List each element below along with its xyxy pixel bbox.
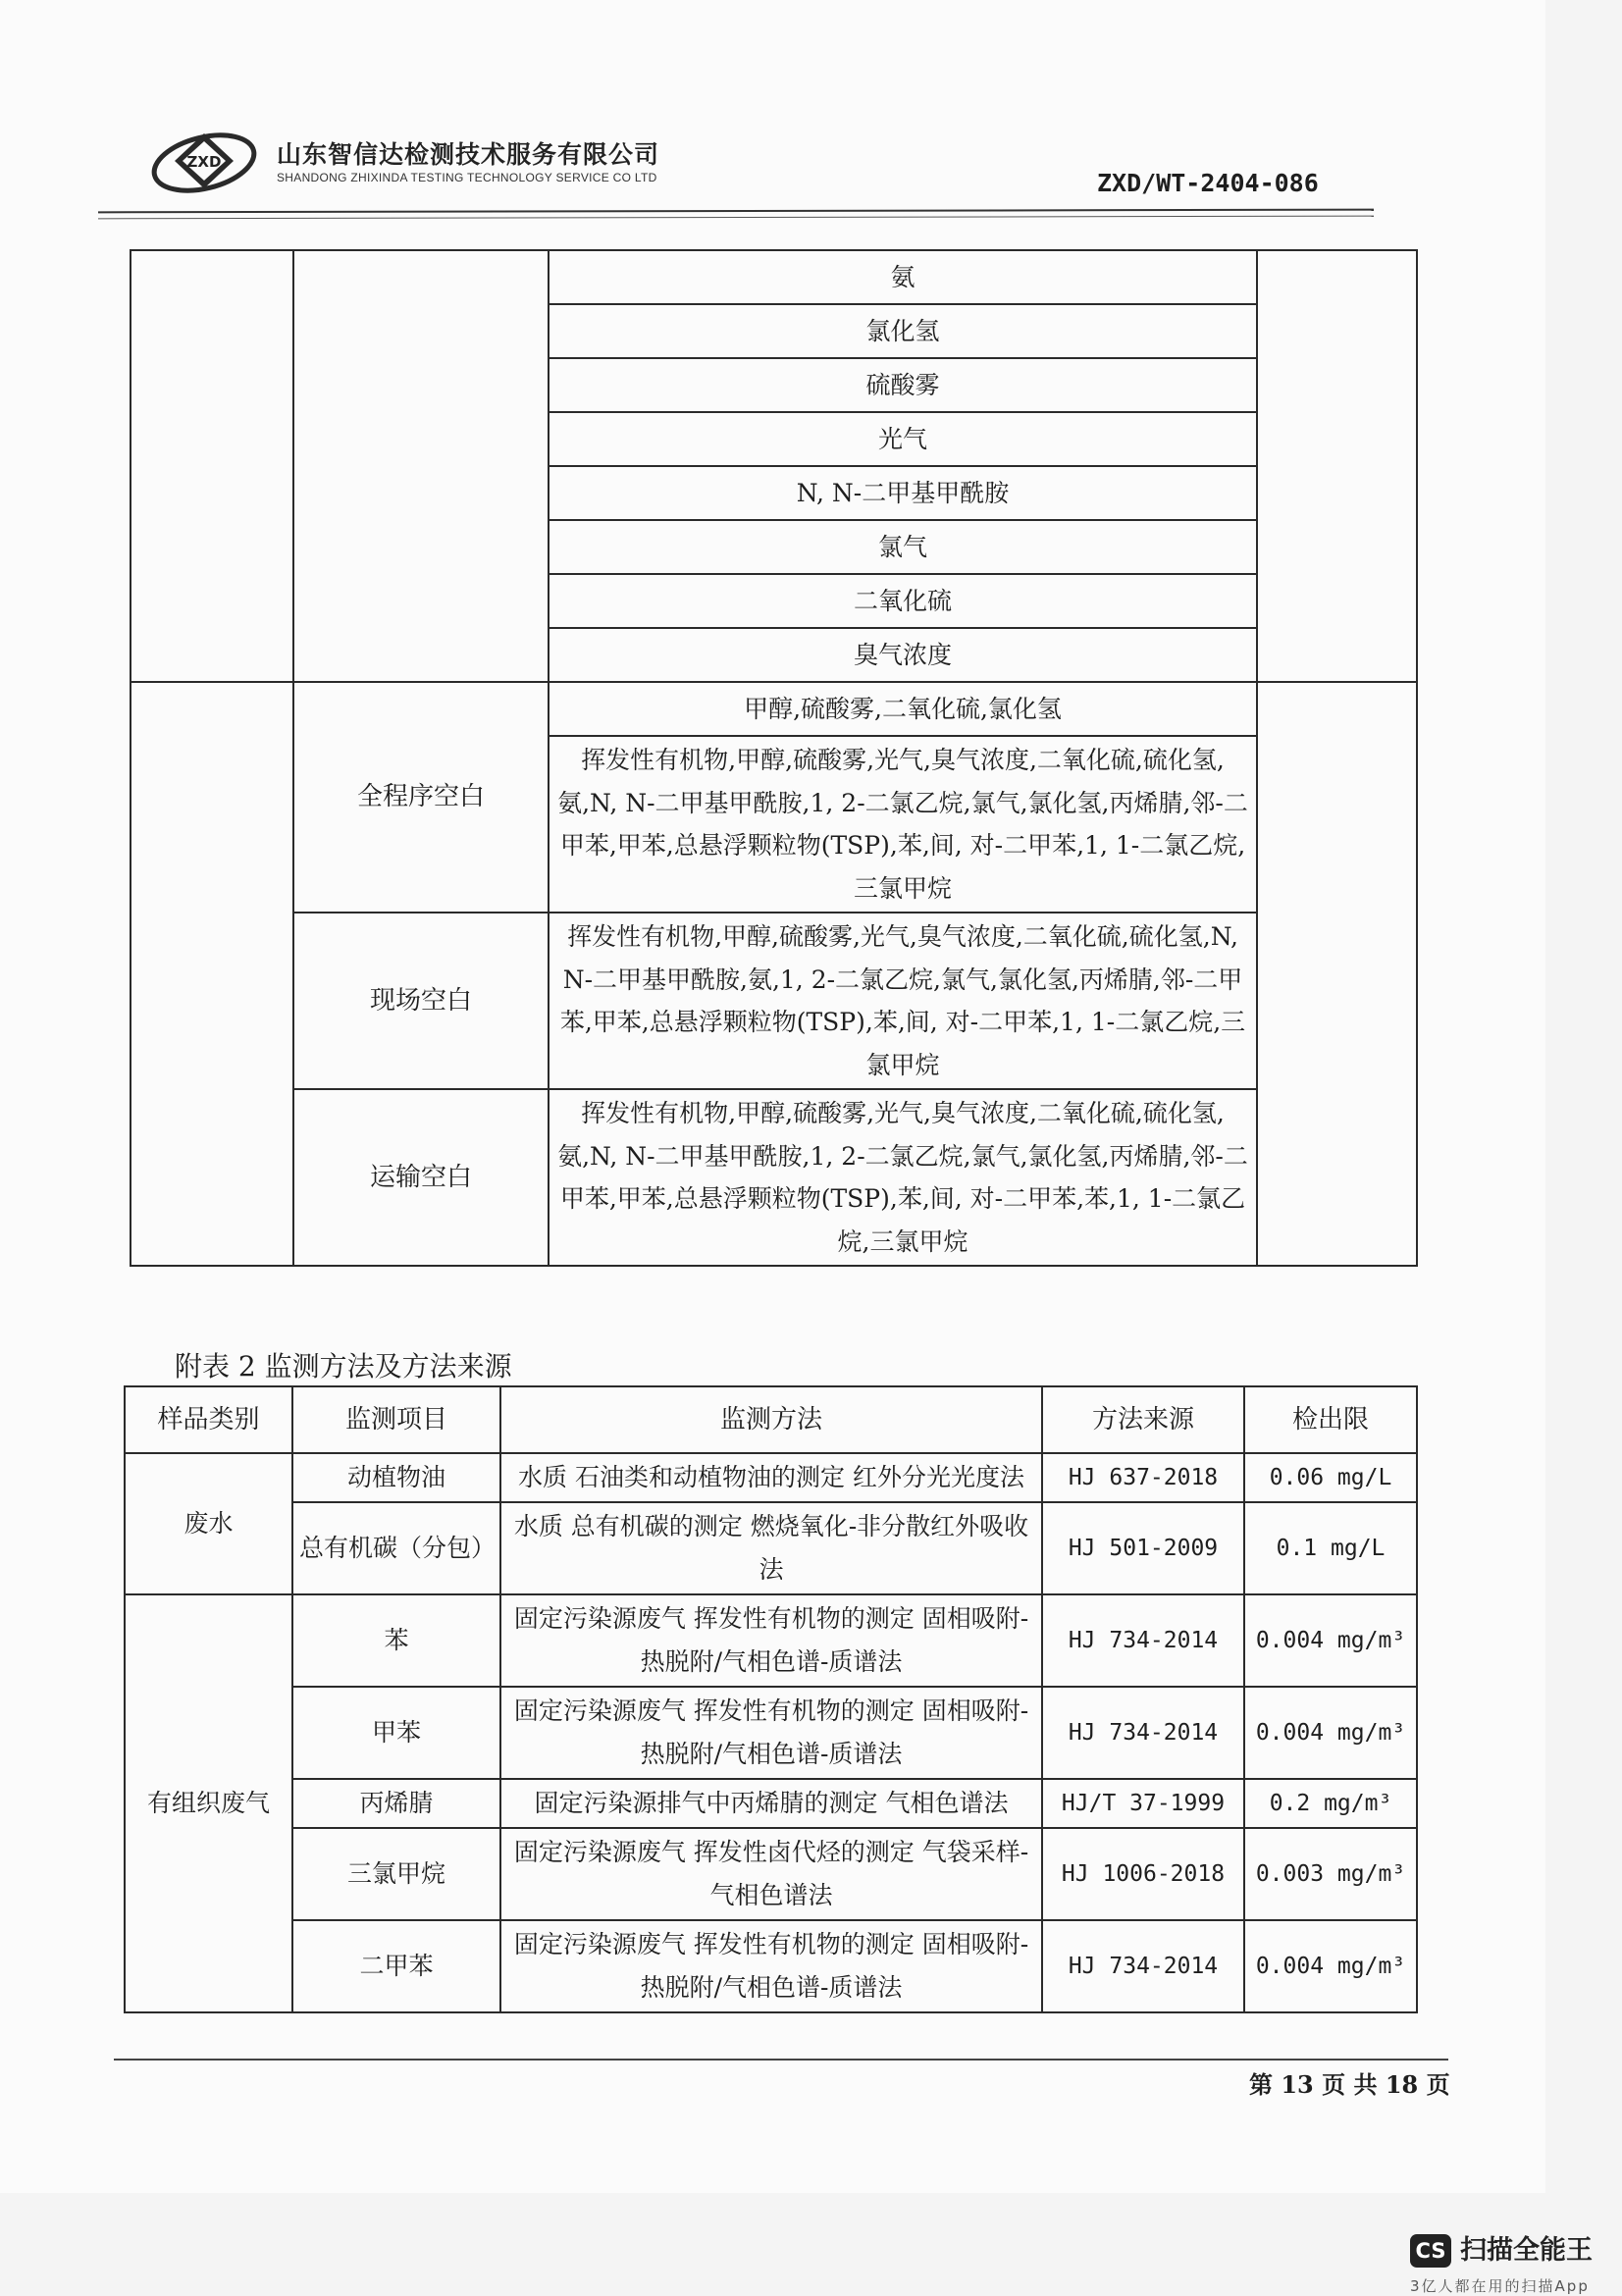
table-header-row — [125, 1386, 1417, 1453]
item-cell: 甲苯 — [292, 1687, 500, 1779]
company-name-cn: 山东智信达检测技术服务有限公司 — [277, 140, 660, 169]
document-code: ZXD/WT-2404-086 — [1097, 169, 1319, 197]
source-cell: HJ 501-2009 — [1042, 1502, 1244, 1594]
blank-sample-table — [130, 249, 1418, 1267]
table-row — [125, 1687, 1417, 1779]
method-cell: 固定污染源废气 挥发性有机物的测定 固相吸附-热脱附/气相色谱-质谱法 — [500, 1687, 1042, 1779]
table-row — [131, 682, 1417, 736]
pollutant-cell: 氯化氢 — [549, 304, 1257, 358]
category-cell: 有组织废气 — [125, 1594, 292, 2012]
limit-cell: 0.004 mg/m³ — [1244, 1920, 1417, 2012]
limit-cell: 0.004 mg/m³ — [1244, 1594, 1417, 1687]
limit-cell: 0.003 mg/m³ — [1244, 1828, 1417, 1920]
table-row — [131, 1089, 1417, 1266]
limit-cell: 0.06 mg/L — [1244, 1453, 1417, 1502]
header-method: 监测方法 — [500, 1386, 1042, 1453]
logo-text: ZXD — [186, 153, 222, 171]
source-cell: HJ 734-2014 — [1042, 1594, 1244, 1687]
blank-items-cell: 挥发性有机物,甲醇,硫酸雾,光气,臭气浓度,二氧化硫,硫化氢,N, N-二甲基甲酰胺,氨,1, 2-二氯乙烷,氯气,氯化氢,丙烯腈,邻-二甲苯,甲苯,总悬浮颗粒物(TSP),苯,间, 对-二甲苯,1, 1-二氯乙烷,三氯甲烷 — [549, 913, 1257, 1089]
table-row — [131, 913, 1417, 1089]
source-cell: HJ/T 37-1999 — [1042, 1779, 1244, 1828]
method-cell: 固定污染源废气 挥发性有机物的测定 固相吸附-热脱附/气相色谱-质谱法 — [500, 1920, 1042, 2012]
table-row — [125, 1502, 1417, 1594]
pollutant-cell: 氨 — [549, 250, 1257, 304]
category-cell: 废水 — [125, 1453, 292, 1594]
header-item: 监测项目 — [292, 1386, 500, 1453]
item-cell: 二甲苯 — [292, 1920, 500, 2012]
header-category: 样品类别 — [125, 1386, 292, 1453]
table-cell — [1257, 682, 1417, 1266]
pollutant-cell: 二氧化硫 — [549, 574, 1257, 628]
table-row — [131, 250, 1417, 304]
footer-rule — [114, 2059, 1448, 2061]
pollutant-cell: 硫酸雾 — [549, 358, 1257, 412]
table-row — [125, 1920, 1417, 2012]
blank-type-cell: 运输空白 — [293, 1089, 549, 1266]
page-number: 第 13 页 共 18 页 — [1249, 2070, 1450, 2099]
blank-type-cell: 现场空白 — [293, 913, 549, 1089]
table-row — [125, 1828, 1417, 1920]
source-cell: HJ 734-2014 — [1042, 1920, 1244, 2012]
table-row — [125, 1779, 1417, 1828]
camscanner-icon: CS — [1410, 2234, 1451, 2268]
method-cell: 水质 总有机碳的测定 燃烧氧化-非分散红外吸收法 — [500, 1502, 1042, 1594]
item-cell: 苯 — [292, 1594, 500, 1687]
item-cell: 三氯甲烷 — [292, 1828, 500, 1920]
pollutant-cell: N, N-二甲基甲酰胺 — [549, 466, 1257, 520]
blank-items-cell: 挥发性有机物,甲醇,硫酸雾,光气,臭气浓度,二氧化硫,硫化氢,氨,N, N-二甲基甲酰胺,1, 2-二氯乙烷,氯气,氯化氢,丙烯腈,邻-二甲苯,甲苯,总悬浮颗粒物(TSP),苯,间, 对-二甲苯,苯,1, 1-二氯乙烷,三氯甲烷 — [549, 1089, 1257, 1266]
table-caption: 附表 2 监测方法及方法来源 — [175, 1350, 512, 1383]
item-cell: 丙烯腈 — [292, 1779, 500, 1828]
table-cell — [293, 250, 549, 682]
header-limit: 检出限 — [1244, 1386, 1417, 1453]
method-cell: 固定污染源废气 挥发性卤代烃的测定 气袋采样-气相色谱法 — [500, 1828, 1042, 1920]
method-cell: 固定污染源排气中丙烯腈的测定 气相色谱法 — [500, 1779, 1042, 1828]
pollutant-cell: 氯气 — [549, 520, 1257, 574]
limit-cell: 0.1 mg/L — [1244, 1502, 1417, 1594]
method-table — [124, 1385, 1418, 2013]
method-cell: 水质 石油类和动植物油的测定 红外分光光度法 — [500, 1453, 1042, 1502]
source-cell: HJ 734-2014 — [1042, 1687, 1244, 1779]
company-logo — [147, 122, 273, 198]
source-cell: HJ 1006-2018 — [1042, 1828, 1244, 1920]
scanner-watermark — [1410, 2234, 1616, 2295]
table-row — [125, 1594, 1417, 1687]
watermark-title: 扫描全能王 — [1460, 2235, 1593, 2266]
blank-type-cell: 全程序空白 — [293, 682, 549, 913]
table-row — [125, 1453, 1417, 1502]
limit-cell: 0.2 mg/m³ — [1244, 1779, 1417, 1828]
header-source: 方法来源 — [1042, 1386, 1244, 1453]
source-cell: HJ 637-2018 — [1042, 1453, 1244, 1502]
table-cell — [131, 250, 293, 682]
header-rule — [98, 209, 1374, 214]
blank-items-cell: 甲醇,硫酸雾,二氧化硫,氯化氢 — [549, 682, 1257, 736]
item-cell: 总有机碳（分包） — [292, 1502, 500, 1594]
table-cell — [1257, 250, 1417, 682]
pollutant-cell: 臭气浓度 — [549, 628, 1257, 682]
blank-items-cell: 挥发性有机物,甲醇,硫酸雾,光气,臭气浓度,二氧化硫,硫化氢,氨,N, N-二甲基甲酰胺,1, 2-二氯乙烷,氯气,氯化氢,丙烯腈,邻-二甲苯,甲苯,总悬浮颗粒物(TSP),苯,间, 对-二甲苯,1, 1-二氯乙烷,三氯甲烷 — [549, 736, 1257, 913]
header-rule-thin — [98, 216, 1374, 220]
limit-cell: 0.004 mg/m³ — [1244, 1687, 1417, 1779]
pollutant-cell: 光气 — [549, 412, 1257, 466]
method-cell: 固定污染源废气 挥发性有机物的测定 固相吸附-热脱附/气相色谱-质谱法 — [500, 1594, 1042, 1687]
item-cell: 动植物油 — [292, 1453, 500, 1502]
table-cell — [131, 682, 293, 1266]
company-name-en: SHANDONG ZHIXINDA TESTING TECHNOLOGY SERVICE CO LTD — [277, 171, 657, 184]
watermark-subtitle: 3亿人都在用的扫描App — [1410, 2277, 1590, 2295]
